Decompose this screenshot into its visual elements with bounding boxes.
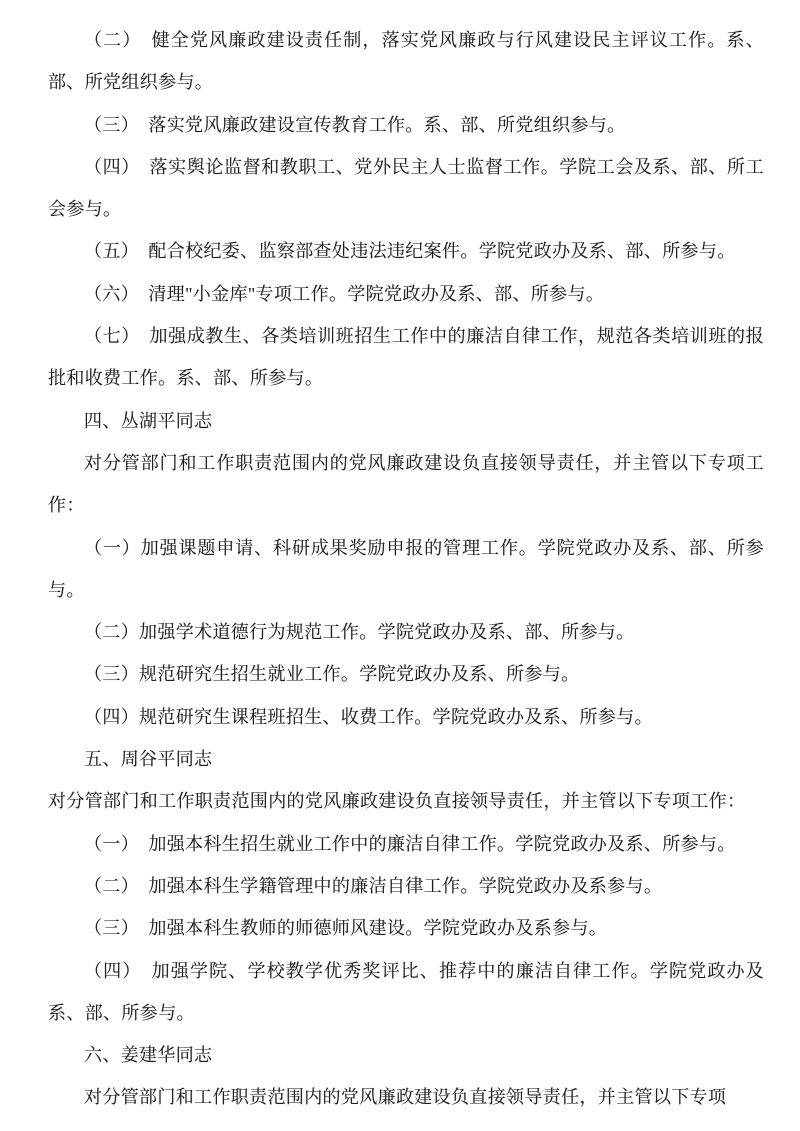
- paragraph: （四） 落实舆论监督和教职工、党外民主人士监督工作。学院工会及系、部、所工会参与。: [48, 156, 764, 220]
- section-heading: 四、丛湖平同志: [84, 410, 213, 431]
- paragraph: 对分管部门和工作职责范围内的党风廉政建设负直接领导责任，并主管以下专项工作：: [48, 452, 764, 516]
- paragraph: （四） 加强学院、学校教学优秀奖评比、推荐中的廉洁自律工作。学院党政办及系、部、所参与。: [48, 960, 764, 1023]
- paragraph: （七） 加强成教生、各类培训班招生工作中的廉洁自律工作，规范各类培训班的报批和收费工作。系、部、所参与。: [48, 326, 764, 389]
- section-heading: 六、姜建华同志: [84, 1045, 213, 1066]
- paragraph: （三） 落实党风廉政建设宣传教育工作。系、部、所党组织参与。: [84, 114, 626, 135]
- paragraph: （二） 加强本科生学籍管理中的廉洁自律工作。学院党政办及系参与。: [84, 875, 663, 896]
- document-body: [48, 19, 764, 1119]
- paragraph: （三）规范研究生招生就业工作。学院党政办及系、所参与。: [84, 664, 580, 685]
- paragraph: （五） 配合校纪委、监察部查处违法违纪案件。学院党政办及系、部、所参与。: [84, 241, 736, 262]
- paragraph: （三） 加强本科生教师的师德师风建设。学院党政办及系参与。: [84, 918, 608, 939]
- paragraph: （二） 健全党风廉政建设责任制，落实党风廉政与行风建设民主评议工作。系、部、所党组织参与。: [48, 30, 764, 93]
- paragraph: 对分管部门和工作职责范围内的党风廉政建设负直接领导责任，并主管以下专项工作：: [48, 791, 746, 812]
- paragraph: （六） 清理"小金库"专项工作。学院党政办及系、部、所参与。: [84, 283, 605, 304]
- paragraph: （一） 加强本科生招生就业工作中的廉洁自律工作。学院党政办及系、所参与。: [84, 833, 736, 854]
- paragraph: （一）加强课题申请、科研成果奖励申报的管理工作。学院党政办及系、部、所参与。: [48, 537, 764, 600]
- paragraph: 对分管部门和工作职责范围内的党风廉政建设负直接领导责任，并主管以下专项: [84, 1087, 727, 1108]
- paragraph: （二）加强学术道德行为规范工作。学院党政办及系、部、所参与。: [84, 622, 635, 643]
- paragraph: （四）规范研究生课程班招生、收费工作。学院党政办及系、所参与。: [84, 706, 653, 727]
- section-heading: 五、周谷平同志: [84, 749, 213, 770]
